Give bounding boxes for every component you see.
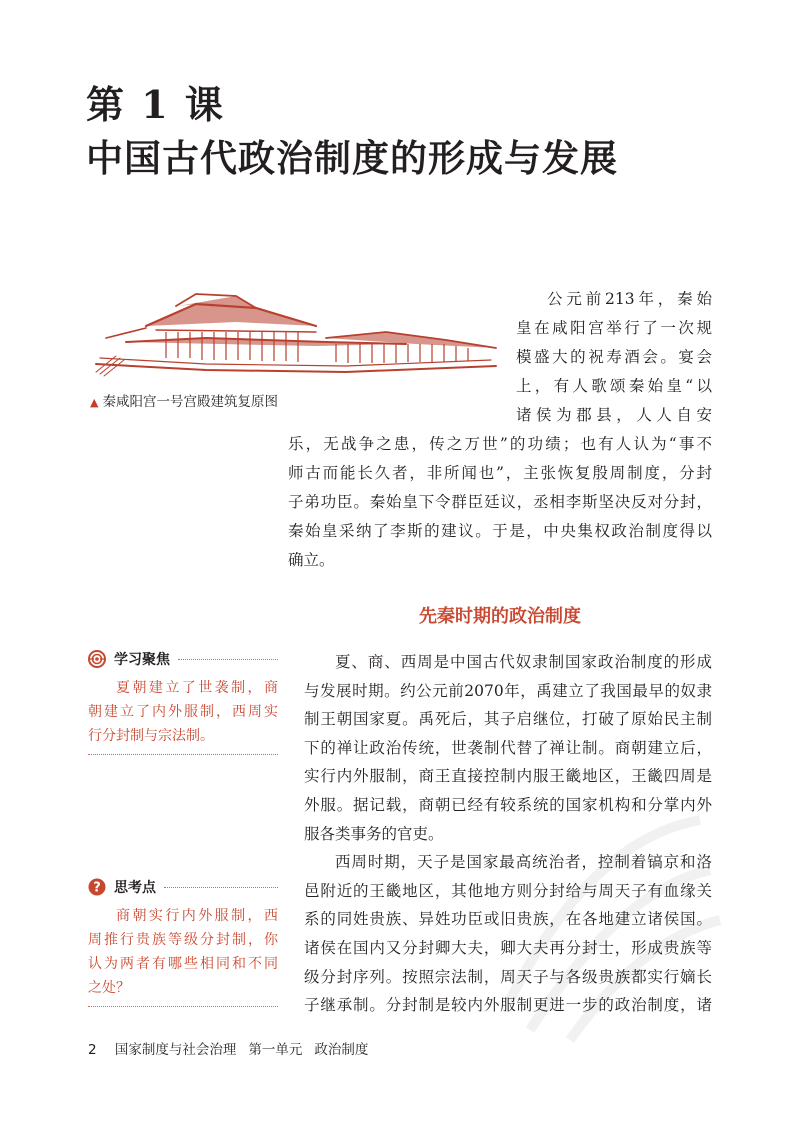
study-focus-line: 行分封制与宗法制。 bbox=[88, 728, 214, 744]
dotted-divider bbox=[88, 754, 278, 755]
think-point-line: 之处？ bbox=[88, 980, 130, 996]
think-point-line: 周推行贵族等级分封制，你 bbox=[88, 932, 278, 948]
body-line: 与发展时期。约公元前2070年，禹建立了我国最早的奴隶 bbox=[304, 681, 712, 700]
intro-line: 公元前213年，秦始 bbox=[547, 290, 712, 308]
body-line: 下的禅让政治传统，世袭制代替了禅让制。商朝建立后， bbox=[304, 738, 712, 757]
intro-line: 模盛大的祝寿酒会。宴会 bbox=[516, 348, 712, 366]
study-focus-line: 朝建立了内外服制，西周实 bbox=[88, 704, 278, 720]
body-line: 级分封序列。按照宗法制，周天子与各级贵族都实行嫡长 bbox=[304, 967, 712, 986]
figure-caption bbox=[90, 390, 278, 410]
body-line: 系的同姓贵族、异姓功臣或旧贵族，在各地建立诸侯国。 bbox=[304, 910, 712, 929]
body-line: 子继承制。分封制是较内外服制更进一步的政治制度，诸 bbox=[304, 996, 712, 1015]
dotted-divider bbox=[164, 887, 278, 888]
body-line: 西周时期，天子是国家最高统治者，控制着镐京和洛 bbox=[335, 853, 712, 872]
page-footer bbox=[88, 1038, 368, 1058]
unit-label: 第一单元 bbox=[248, 1042, 303, 1058]
think-point-text bbox=[88, 904, 278, 1000]
body-line: 外服。据记载，商朝已经有较系统的国家机构和分掌内外 bbox=[304, 795, 712, 814]
page-number: 2 bbox=[88, 1042, 97, 1058]
dotted-divider bbox=[178, 659, 278, 660]
intro-line: 诸侯为郡县，人人自安 bbox=[516, 406, 712, 424]
palace-illustration bbox=[86, 286, 506, 386]
dotted-divider bbox=[88, 1006, 278, 1007]
intro-line: 确立。 bbox=[288, 551, 335, 569]
caption-marker: ▲ bbox=[90, 396, 99, 409]
lesson-number: 第 1 课 bbox=[86, 82, 225, 127]
intro-line: 师古而能长久者，非所闻也”，主张恢复殷周制度，分封 bbox=[288, 464, 712, 482]
body-line: 服各类事务的官吏。 bbox=[304, 824, 444, 843]
study-focus-text bbox=[88, 676, 278, 748]
study-focus-label: 学习聚焦 bbox=[114, 652, 170, 668]
study-focus-box bbox=[88, 648, 278, 755]
svg-text:?: ? bbox=[93, 880, 101, 896]
body-line: 制王朝国家夏。禹死后，其子启继位，打破了原始民主制 bbox=[304, 710, 712, 729]
intro-line: 皇在咸阳宫举行了一次规 bbox=[516, 319, 712, 337]
body-text bbox=[304, 648, 712, 1020]
study-focus-header bbox=[88, 648, 278, 670]
intro-line: 乐，无战争之患，传之万世”的功绩；也有人认为“事不 bbox=[288, 435, 712, 453]
intro-paragraph-full bbox=[288, 430, 712, 575]
think-point-box bbox=[88, 876, 278, 1007]
intro-line: 子弟功臣。秦始皇下令群臣廷议，丞相李斯坚决反对分封， bbox=[288, 493, 712, 511]
intro-line: 秦始皇采纳了李斯的建议。于是，中央集权政治制度得以 bbox=[288, 522, 712, 540]
caption-text: 秦咸阳宫一号宫殿建筑复原图 bbox=[102, 394, 278, 410]
think-point-line: 商朝实行内外服制，西 bbox=[116, 908, 278, 924]
book-title: 国家制度与社会治理 bbox=[114, 1042, 237, 1058]
body-line: 实行内外服制，商王直接控制内服王畿地区，王畿四周是 bbox=[304, 767, 712, 786]
think-point-label: 思考点 bbox=[114, 880, 156, 896]
focus-target-icon bbox=[88, 650, 106, 668]
question-mark-icon bbox=[88, 878, 106, 896]
think-point-line: 认为两者有哪些相同和不同 bbox=[88, 956, 278, 972]
unit-title: 政治制度 bbox=[314, 1042, 369, 1058]
body-line: 邑附近的王畿地区，其他地方则分封给与周天子有血缘关 bbox=[304, 881, 712, 900]
think-point-header bbox=[88, 876, 278, 898]
section-heading: 先秦时期的政治制度 bbox=[419, 606, 581, 627]
body-line: 夏、商、西周是中国古代奴隶制国家政治制度的形成 bbox=[335, 653, 712, 671]
intro-paragraph-side bbox=[516, 285, 712, 430]
body-line: 诸侯在国内又分封卿大夫，卿大夫再分封士，形成贵族等 bbox=[304, 938, 712, 957]
study-focus-line: 夏朝建立了世袭制，商 bbox=[116, 680, 278, 696]
lesson-title: 中国古代政治制度的形成与发展 bbox=[86, 136, 618, 180]
intro-line: 上，有人歌颂秦始皇“以 bbox=[516, 377, 712, 395]
